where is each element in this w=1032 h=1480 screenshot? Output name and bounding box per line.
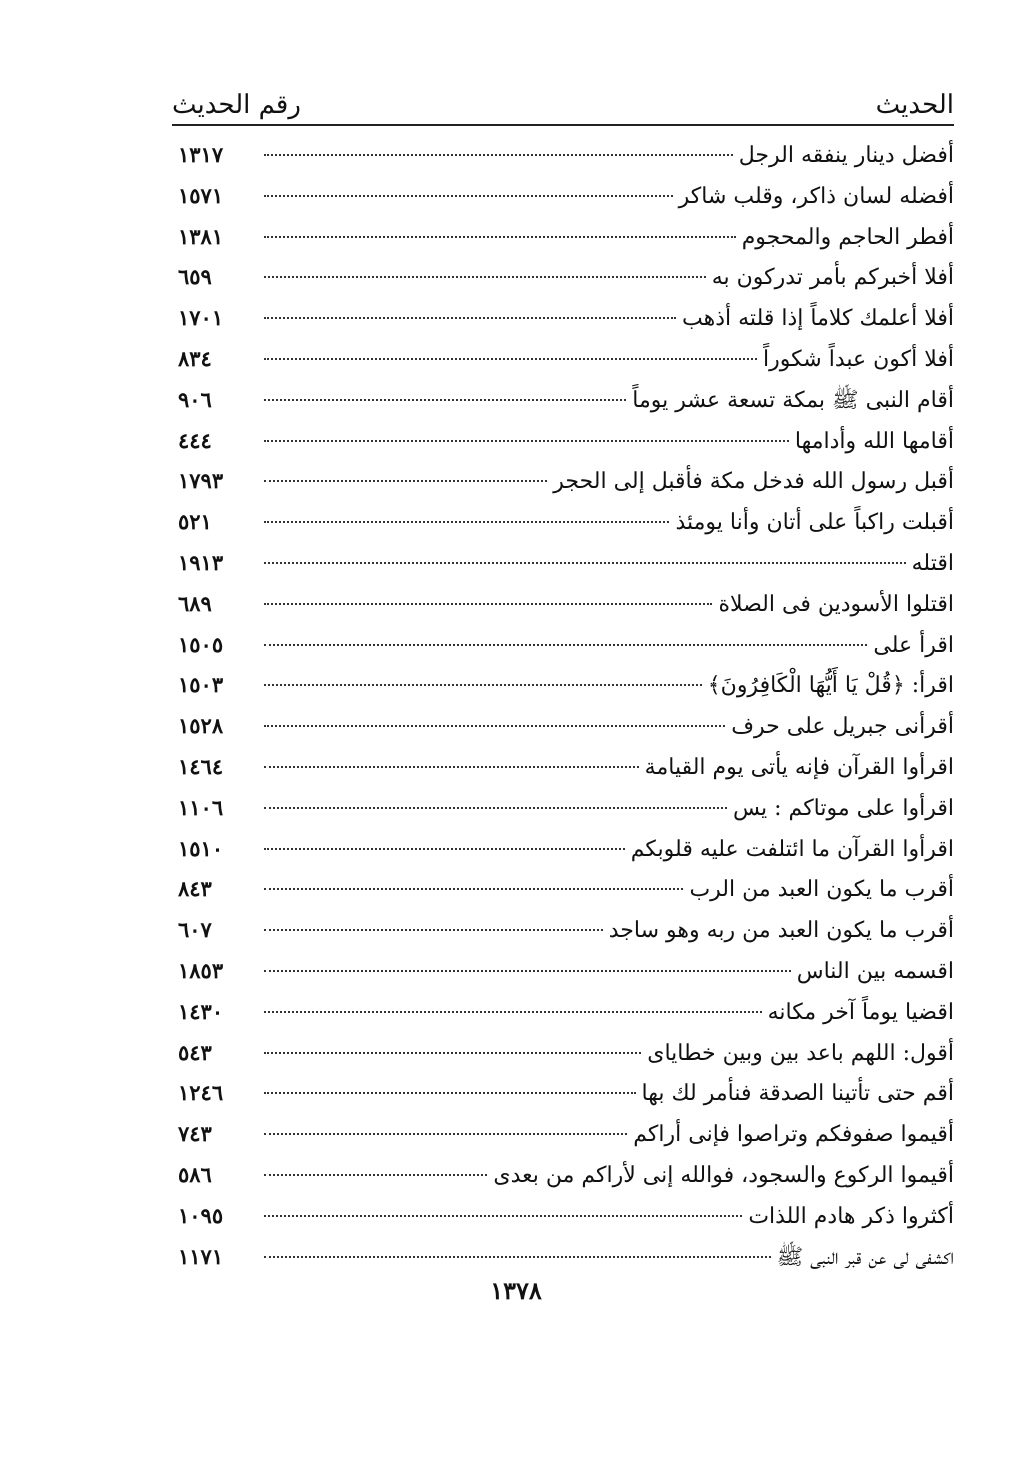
index-row <box>172 913 954 954</box>
dot-leader <box>264 888 683 890</box>
hadith-number: ٥٨٦ <box>178 1161 212 1187</box>
dot-leader <box>264 399 626 401</box>
hadith-text: أقرب ما يكون العبد من ربه وهو ساجد <box>608 918 954 944</box>
index-row <box>172 464 954 505</box>
hadith-text: اقرأ: ﴿قُلْ يَا أَيُّهَا الْكَافِرُونَ﴾ <box>707 673 954 699</box>
hadith-number: ١٣٨١ <box>178 223 224 249</box>
hadith-number: ١٣١٧ <box>178 142 224 167</box>
hadith-text: أقرب ما يكون العبد من الرب <box>689 877 954 903</box>
index-row <box>172 587 954 628</box>
dot-leader <box>264 603 712 605</box>
hadith-text: أقرأنى جبريل على حرف <box>731 714 954 740</box>
hadith-number: ٦٥٩ <box>178 264 212 290</box>
hadith-number: ١٧٩٣ <box>178 468 224 494</box>
hadith-text: اقسمه بين الناس <box>796 958 954 984</box>
index-row <box>172 832 954 873</box>
hadith-text: أقيموا الركوع والسجود، فوالله إنى لأراكم من بعدى <box>493 1162 954 1188</box>
hadith-text: أقم حتى تأتينا الصدقة فنأمر لك بها <box>641 1081 954 1107</box>
index-row <box>172 1036 954 1077</box>
dot-leader <box>264 644 867 646</box>
hadith-text: أقبلت راكباً على أتان وأنا يومئذ <box>675 510 954 536</box>
index-row <box>172 260 954 301</box>
hadith-text: أقبل رسول الله فدخل مكة فأقبل إلى الحجر <box>553 469 954 495</box>
hadith-text: أفلا أعلمك كلاماً إذا قلته أذهب <box>682 306 954 332</box>
index-row <box>172 424 954 465</box>
hadith-number: ١٤٣٠ <box>178 998 224 1024</box>
hadith-number: ١٤٦٤ <box>178 753 224 779</box>
hadith-number: ١٧٠١ <box>178 305 224 331</box>
hadith-text: أفلا أخبركم بأمر تدركون به <box>711 265 954 291</box>
hadith-text: اقتله <box>911 550 954 576</box>
dot-leader <box>264 1052 641 1054</box>
hadith-text: أكثروا ذكر هادم اللذات <box>748 1203 954 1229</box>
dot-leader <box>264 154 733 156</box>
hadith-text: اقضيا يوماً آخر مكانه <box>767 999 954 1025</box>
hadith-text: اقرأوا القرآن ما ائتلفت عليه قلوبكم <box>630 836 954 862</box>
dot-leader <box>264 276 706 278</box>
hadith-text: أقامها الله وأدامها <box>794 428 954 454</box>
hadith-number: ٩٠٦ <box>178 386 212 412</box>
hadith-number: ١٥٢٨ <box>178 713 224 739</box>
hadith-text: أفلا أكون عبداً شكوراً <box>763 346 954 372</box>
hadith-number: ٨٤٣ <box>178 876 212 902</box>
hadith-number: ٥٤٣ <box>178 1039 212 1065</box>
dot-leader <box>264 1174 487 1176</box>
page-header <box>172 78 954 126</box>
index-row <box>172 1240 954 1281</box>
index-row <box>172 995 954 1036</box>
dot-leader <box>264 1256 771 1258</box>
dot-leader <box>264 807 727 809</box>
index-row <box>172 505 954 546</box>
page-number: ١٣٧٨ <box>490 1276 542 1305</box>
hadith-number: ١١٧١ <box>178 1243 224 1269</box>
hadith-number: ١٥٠٥ <box>178 631 224 657</box>
column-title-hadith: الحديث <box>875 90 954 120</box>
index-row <box>172 301 954 342</box>
index-row <box>172 668 954 709</box>
hadith-number: ١٥٧١ <box>178 182 224 208</box>
index-row <box>172 954 954 995</box>
dot-leader <box>264 1133 627 1135</box>
hadith-text: اقتلوا الأسودين فى الصلاة <box>718 591 954 617</box>
dot-leader <box>264 1215 742 1217</box>
dot-leader <box>264 562 906 564</box>
index-row <box>172 628 954 669</box>
hadith-number: ١٢٤٦ <box>178 1080 224 1106</box>
dot-leader <box>264 684 702 686</box>
hadith-number: ٤٤٤ <box>178 427 212 453</box>
dot-leader <box>264 929 603 931</box>
dot-leader <box>264 848 625 850</box>
index-row <box>172 179 954 220</box>
index-row <box>172 220 954 261</box>
hadith-text: أقيموا صفوفكم وتراصوا فإنى أراكم <box>633 1122 954 1148</box>
hadith-number: ٨٣٤ <box>178 345 212 371</box>
index-row <box>172 546 954 587</box>
index-row <box>172 138 954 179</box>
index-row <box>172 872 954 913</box>
dot-leader <box>264 195 673 197</box>
hadith-number: ٦٨٩ <box>178 590 212 616</box>
index-row <box>172 1158 954 1199</box>
hadith-text: أفضله لسان ذاكر، وقلب شاكر <box>678 183 954 209</box>
hadith-text: أفطر الحاجم والمحجوم <box>741 224 954 250</box>
index-row <box>172 1076 954 1117</box>
hadith-number: ١٩١٣ <box>178 549 224 575</box>
hadith-number: ٥٢١ <box>178 509 212 535</box>
index-row <box>172 791 954 832</box>
dot-leader <box>264 725 725 727</box>
index-row <box>172 1117 954 1158</box>
hadith-text: اقرأ على <box>873 632 954 658</box>
index-row <box>172 342 954 383</box>
index-row <box>172 750 954 791</box>
dot-leader <box>264 440 789 442</box>
column-title-number: رقم الحديث <box>172 90 301 120</box>
hadith-text: اقرأوا على موتاكم : يس <box>732 795 954 821</box>
hadith-number: ٦٠٧ <box>178 917 212 943</box>
hadith-number: ١٥١٠ <box>178 835 224 861</box>
hadith-text: أقول: اللهم باعد بين وبين خطاياى <box>647 1040 954 1066</box>
hadith-number: ١٥٠٣ <box>178 672 224 698</box>
hadith-number: ٧٤٣ <box>178 1121 212 1147</box>
dot-leader <box>264 766 639 768</box>
hadith-text: اكشفى لى عن قبر النبى ﷺ <box>776 1244 954 1270</box>
dot-leader <box>264 317 676 319</box>
index-row <box>172 709 954 750</box>
dot-leader <box>264 970 791 972</box>
dot-leader <box>264 1011 762 1013</box>
hadith-text: أفضل دينار ينفقه الرجل <box>738 143 954 168</box>
hadith-number: ١١٠٦ <box>178 794 224 820</box>
index-row <box>172 383 954 424</box>
dot-leader <box>264 480 547 482</box>
hadith-text: أقام النبى ﷺ بمكة تسعة عشر يوماً <box>632 387 954 413</box>
hadith-number: ١٨٥٣ <box>178 957 224 983</box>
index-row <box>172 1199 954 1240</box>
hadith-text: اقرأوا القرآن فإنه يأتى يوم القيامة <box>644 754 954 780</box>
dot-leader <box>264 358 757 360</box>
dot-leader <box>264 1092 636 1094</box>
dot-leader <box>264 236 736 238</box>
hadith-number: ١٠٩٥ <box>178 1202 224 1228</box>
dot-leader <box>264 521 669 523</box>
hadith-index-list <box>172 138 954 1280</box>
